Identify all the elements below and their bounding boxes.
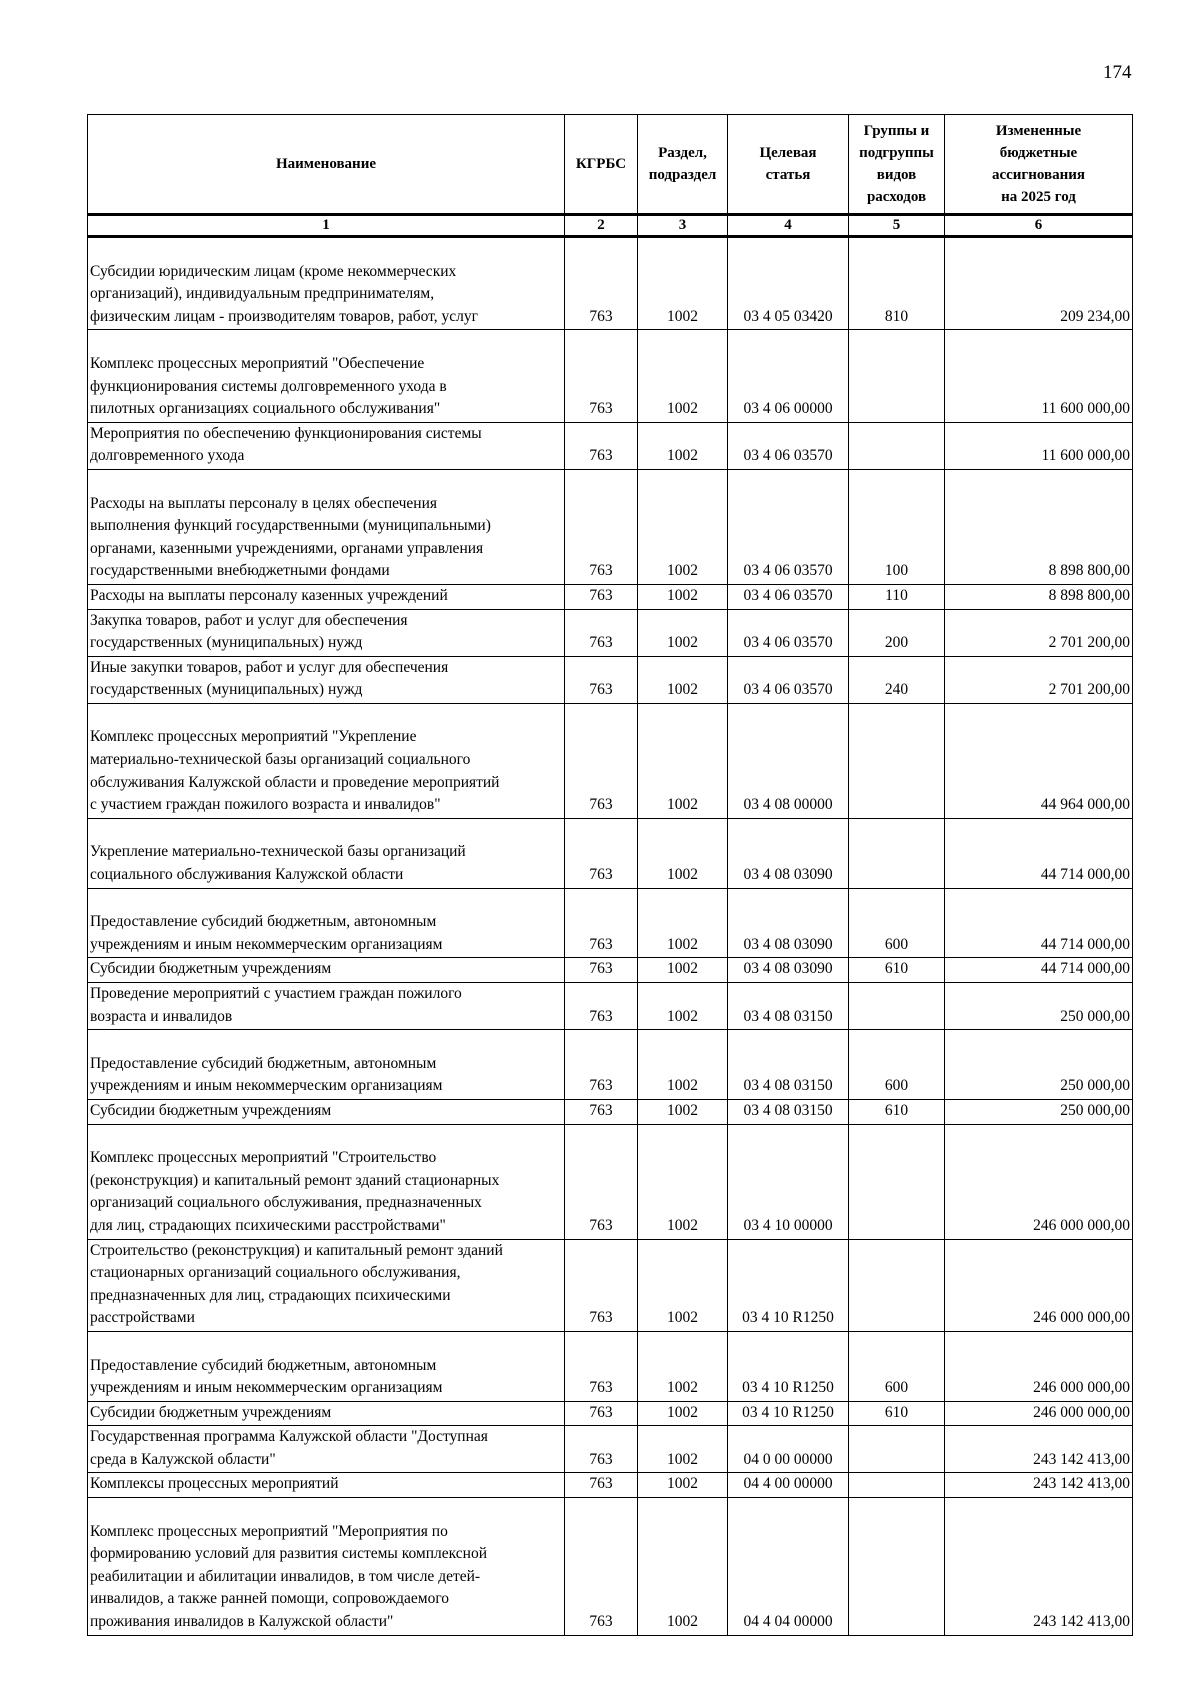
row-target-article: 03 4 08 03090 <box>728 818 849 888</box>
row-name-line: учреждениям и иным некоммерческим организациям <box>90 1379 443 1397</box>
row-name-line: учреждениям и иным некоммерческим организациям <box>90 1077 443 1095</box>
row-amount: 44 714 000,00 <box>945 958 1133 983</box>
row-expense-type <box>849 1473 945 1498</box>
row-amount: 246 000 000,00 <box>945 1331 1133 1401</box>
row-amount: 11 600 000,00 <box>945 422 1133 469</box>
row-name-line: пилотных организациях социального обслуживания" <box>90 400 441 418</box>
row-razdel: 1002 <box>638 1498 728 1636</box>
row-amount: 209 234,00 <box>945 237 1133 330</box>
row-expense-type: 610 <box>849 1099 945 1124</box>
row-kgrbs: 763 <box>565 1401 638 1426</box>
row-name <box>88 1401 565 1426</box>
row-expense-type: 240 <box>849 656 945 703</box>
row-kgrbs: 763 <box>565 1498 638 1636</box>
row-name <box>88 469 565 584</box>
row-name-line: Предоставление субсидий бюджетным, автономным <box>90 1054 437 1072</box>
row-name-line: государственными внебюджетными фондами <box>90 562 390 580</box>
row-target-article: 03 4 06 03570 <box>728 469 849 584</box>
row-amount: 246 000 000,00 <box>945 1239 1133 1331</box>
row-name <box>88 584 565 609</box>
row-name <box>88 1124 565 1239</box>
row-expense-type: 810 <box>849 237 945 330</box>
row-expense-type: 100 <box>849 469 945 584</box>
table-row <box>88 983 1133 1030</box>
row-amount: 243 142 413,00 <box>945 1473 1133 1498</box>
row-amount: 250 000,00 <box>945 983 1133 1030</box>
row-expense-type <box>849 422 945 469</box>
row-kgrbs: 763 <box>565 818 638 888</box>
column-number: 3 <box>638 215 728 237</box>
row-name <box>88 818 565 888</box>
header-razdel: Раздел, подраздел <box>638 115 728 215</box>
row-amount: 243 142 413,00 <box>945 1426 1133 1473</box>
row-name-line: Предоставление субсидий бюджетным, автономным <box>90 913 437 931</box>
header-name: Наименование <box>88 115 565 215</box>
column-number: 6 <box>945 215 1133 237</box>
row-expense-type <box>849 818 945 888</box>
row-razdel: 1002 <box>638 958 728 983</box>
row-expense-type: 610 <box>849 958 945 983</box>
row-razdel: 1002 <box>638 609 728 656</box>
row-target-article: 03 4 08 00000 <box>728 703 849 818</box>
row-expense-type: 600 <box>849 888 945 958</box>
header-kgrbs: КГРБС <box>565 115 638 215</box>
row-kgrbs: 763 <box>565 1426 638 1473</box>
table-row <box>88 1498 1133 1636</box>
row-name <box>88 1239 565 1331</box>
row-target-article: 03 4 05 03420 <box>728 237 849 330</box>
row-kgrbs: 763 <box>565 1331 638 1401</box>
row-razdel: 1002 <box>638 703 728 818</box>
row-kgrbs: 763 <box>565 1473 638 1498</box>
row-razdel: 1002 <box>638 1426 728 1473</box>
row-kgrbs: 763 <box>565 1099 638 1124</box>
row-name <box>88 703 565 818</box>
row-razdel: 1002 <box>638 237 728 330</box>
row-kgrbs: 763 <box>565 330 638 422</box>
table-row <box>88 1099 1133 1124</box>
row-name-line: социального обслуживания Калужской области <box>90 866 404 884</box>
row-target-article: 03 4 08 03090 <box>728 958 849 983</box>
row-amount: 44 714 000,00 <box>945 888 1133 958</box>
row-name-line: (реконструкция) и капитальный ремонт зданий стационарных <box>90 1171 500 1189</box>
row-expense-type <box>849 1124 945 1239</box>
row-name-line: учреждениям и иным некоммерческим организациям <box>90 935 443 953</box>
row-name-line: стационарных организаций социального обслуживания, <box>90 1264 461 1282</box>
row-razdel: 1002 <box>638 888 728 958</box>
row-kgrbs: 763 <box>565 983 638 1030</box>
row-expense-type: 600 <box>849 1030 945 1100</box>
row-target-article: 03 4 08 03150 <box>728 1030 849 1100</box>
table-row <box>88 237 1133 330</box>
row-name <box>88 1426 565 1473</box>
row-name-line: организаций социального обслуживания, предназначенных <box>90 1194 482 1212</box>
row-amount: 44 964 000,00 <box>945 703 1133 818</box>
row-name-line: для лиц, страдающих психическими расстройствами" <box>90 1216 446 1234</box>
row-amount: 250 000,00 <box>945 1030 1133 1100</box>
row-name-line: Субсидии бюджетным учреждениям <box>90 1403 332 1421</box>
header-gruppy: Группы и подгруппы видов расходов <box>849 115 945 215</box>
table-body <box>88 237 1133 1636</box>
row-name-line: Комплекс процессных мероприятий "Укрепление <box>90 728 417 746</box>
row-razdel: 1002 <box>638 330 728 422</box>
row-name-line: функционирования системы долговременного ухода в <box>90 377 447 395</box>
row-target-article: 03 4 08 03150 <box>728 983 849 1030</box>
budget-table <box>87 114 1133 1636</box>
row-name <box>88 1473 565 1498</box>
row-name-line: органами, казенными учреждениями, органами управления <box>90 539 484 557</box>
row-name <box>88 609 565 656</box>
row-name <box>88 422 565 469</box>
row-razdel: 1002 <box>638 983 728 1030</box>
row-name-line: формированию условий для развития системы комплексной <box>90 1545 487 1563</box>
row-amount: 2 701 200,00 <box>945 656 1133 703</box>
row-target-article: 03 4 08 03150 <box>728 1099 849 1124</box>
column-number-row <box>88 215 1133 237</box>
row-name-line: долговременного ухода <box>90 447 245 465</box>
row-amount: 246 000 000,00 <box>945 1124 1133 1239</box>
row-razdel: 1002 <box>638 422 728 469</box>
row-amount: 250 000,00 <box>945 1099 1133 1124</box>
row-kgrbs: 763 <box>565 469 638 584</box>
row-amount: 243 142 413,00 <box>945 1498 1133 1636</box>
row-name-line: Комплекс процессных мероприятий "Обеспечение <box>90 354 425 372</box>
row-expense-type <box>849 1498 945 1636</box>
row-name <box>88 1331 565 1401</box>
row-target-article: 03 4 10 R1250 <box>728 1331 849 1401</box>
row-amount: 11 600 000,00 <box>945 330 1133 422</box>
row-kgrbs: 763 <box>565 703 638 818</box>
row-amount: 2 701 200,00 <box>945 609 1133 656</box>
row-kgrbs: 763 <box>565 1030 638 1100</box>
row-name-line: расстройствами <box>90 1309 195 1327</box>
table-row <box>88 584 1133 609</box>
row-name-line: Проведение мероприятий с участием граждан пожилого <box>90 985 462 1002</box>
row-name-line: государственных (муниципальных) нужд <box>90 681 363 699</box>
table-row <box>88 656 1133 703</box>
row-name-line: инвалидов, а также ранней помощи, сопровождаемого <box>90 1590 450 1608</box>
row-razdel: 1002 <box>638 1124 728 1239</box>
row-expense-type: 610 <box>849 1401 945 1426</box>
row-name <box>88 656 565 703</box>
row-amount: 8 898 800,00 <box>945 584 1133 609</box>
row-target-article: 03 4 10 R1250 <box>728 1239 849 1331</box>
row-expense-type <box>849 330 945 422</box>
row-razdel: 1002 <box>638 818 728 888</box>
row-name-line: Строительство (реконструкция) и капитальный ремонт зданий <box>90 1241 503 1259</box>
table-row <box>88 703 1133 818</box>
table-row <box>88 1239 1133 1331</box>
column-number: 4 <box>728 215 849 237</box>
row-name-line: физическим лицам - производителям товаров, работ, услуг <box>90 307 479 325</box>
row-name-line: Субсидии юридическим лицам (кроме некоммерческих <box>90 262 457 280</box>
table-row <box>88 1124 1133 1239</box>
table-row <box>88 422 1133 469</box>
table-row <box>88 1426 1133 1473</box>
row-name <box>88 983 565 1030</box>
row-name-line: Комплекс процессных мероприятий "Мероприятия по <box>90 1522 448 1540</box>
row-amount: 246 000 000,00 <box>945 1401 1133 1426</box>
row-name-line: Субсидии бюджетным учреждениям <box>90 1101 332 1119</box>
column-number: 2 <box>565 215 638 237</box>
row-name-line: государственных (муниципальных) нужд <box>90 634 363 652</box>
row-name-line: Государственная программа Калужской области "Доступная <box>90 1428 488 1446</box>
row-target-article: 03 4 10 R1250 <box>728 1401 849 1426</box>
row-kgrbs: 763 <box>565 1239 638 1331</box>
row-name-line: проживания инвалидов в Калужской области" <box>90 1613 394 1631</box>
row-target-article: 03 4 06 03570 <box>728 422 849 469</box>
row-expense-type <box>849 983 945 1030</box>
row-target-article: 04 4 00 00000 <box>728 1473 849 1498</box>
row-name-line: выполнения функций государственными (муниципальными) <box>90 517 491 535</box>
row-name-line: Комплекс процессных мероприятий "Строительство <box>90 1149 437 1167</box>
row-kgrbs: 763 <box>565 609 638 656</box>
page-number: 174 <box>1103 62 1132 83</box>
row-name-line: обслуживания Калужской области и проведение мероприятий <box>90 773 500 791</box>
header-tselevaya: Целевая статья <box>728 115 849 215</box>
row-name <box>88 888 565 958</box>
row-amount: 8 898 800,00 <box>945 469 1133 584</box>
row-razdel: 1002 <box>638 1401 728 1426</box>
row-name-line: организаций), индивидуальным предпринимателям, <box>90 285 435 303</box>
row-name-line: возраста и инвалидов <box>90 1007 233 1025</box>
row-kgrbs: 763 <box>565 958 638 983</box>
row-name <box>88 330 565 422</box>
row-target-article: 03 4 10 00000 <box>728 1124 849 1239</box>
row-name-line: среда в Калужской области" <box>90 1450 276 1468</box>
row-expense-type <box>849 703 945 818</box>
table-row <box>88 888 1133 958</box>
row-kgrbs: 763 <box>565 656 638 703</box>
row-kgrbs: 763 <box>565 422 638 469</box>
row-name-line: Мероприятия по обеспечению функционирования системы <box>90 424 482 442</box>
table-row <box>88 1473 1133 1498</box>
row-name-line: Укрепление материально-технической базы организаций <box>90 843 466 861</box>
row-razdel: 1002 <box>638 1030 728 1100</box>
row-razdel: 1002 <box>638 469 728 584</box>
column-number: 5 <box>849 215 945 237</box>
table-row <box>88 1030 1133 1100</box>
row-razdel: 1002 <box>638 656 728 703</box>
row-expense-type: 200 <box>849 609 945 656</box>
table-row <box>88 469 1133 584</box>
row-expense-type <box>849 1239 945 1331</box>
row-expense-type: 110 <box>849 584 945 609</box>
row-target-article: 03 4 06 00000 <box>728 330 849 422</box>
row-kgrbs: 763 <box>565 584 638 609</box>
table-row <box>88 958 1133 983</box>
row-name <box>88 958 565 983</box>
row-amount: 44 714 000,00 <box>945 818 1133 888</box>
row-name-line: Комплексы процессных мероприятий <box>90 1475 339 1493</box>
row-target-article: 04 0 00 00000 <box>728 1426 849 1473</box>
row-name-line: предназначенных для лиц, страдающих психическими <box>90 1286 451 1304</box>
row-name-line: Расходы на выплаты персоналу в целях обеспечения <box>90 494 438 512</box>
row-name-line: Предоставление субсидий бюджетным, автономным <box>90 1356 437 1374</box>
row-name-line: материально-технической базы организаций социального <box>90 751 471 769</box>
row-expense-type <box>849 1426 945 1473</box>
row-kgrbs: 763 <box>565 888 638 958</box>
table-row <box>88 818 1133 888</box>
row-target-article: 03 4 06 03570 <box>728 656 849 703</box>
row-name <box>88 1498 565 1636</box>
row-razdel: 1002 <box>638 1239 728 1331</box>
row-target-article: 03 4 08 03090 <box>728 888 849 958</box>
row-kgrbs: 763 <box>565 237 638 330</box>
row-name-line: Иные закупки товаров, работ и услуг для обеспечения <box>90 658 449 676</box>
row-name-line: с участием граждан пожилого возраста и инвалидов" <box>90 796 441 814</box>
row-name-line: Расходы на выплаты персоналу казенных учреждений <box>90 586 448 604</box>
table-row <box>88 330 1133 422</box>
row-razdel: 1002 <box>638 1473 728 1498</box>
header-izmenennye: Измененные бюджетные ассигнования на 2025 год <box>945 115 1133 215</box>
row-razdel: 1002 <box>638 1331 728 1401</box>
row-name <box>88 237 565 330</box>
row-razdel: 1002 <box>638 1099 728 1124</box>
table-row <box>88 1331 1133 1401</box>
column-number: 1 <box>88 215 565 237</box>
row-name-line: Субсидии бюджетным учреждениям <box>90 960 332 978</box>
row-target-article: 03 4 06 03570 <box>728 584 849 609</box>
row-name-line: Закупка товаров, работ и услуг для обеспечения <box>90 611 408 629</box>
table-row <box>88 1401 1133 1426</box>
table-row <box>88 609 1133 656</box>
row-name-line: реабилитации и абилитации инвалидов, в том числе детей- <box>90 1567 481 1585</box>
header-row <box>88 115 1133 215</box>
row-expense-type: 600 <box>849 1331 945 1401</box>
row-name <box>88 1030 565 1100</box>
row-name <box>88 1099 565 1124</box>
row-target-article: 04 4 04 00000 <box>728 1498 849 1636</box>
row-razdel: 1002 <box>638 584 728 609</box>
row-target-article: 03 4 06 03570 <box>728 609 849 656</box>
row-kgrbs: 763 <box>565 1124 638 1239</box>
